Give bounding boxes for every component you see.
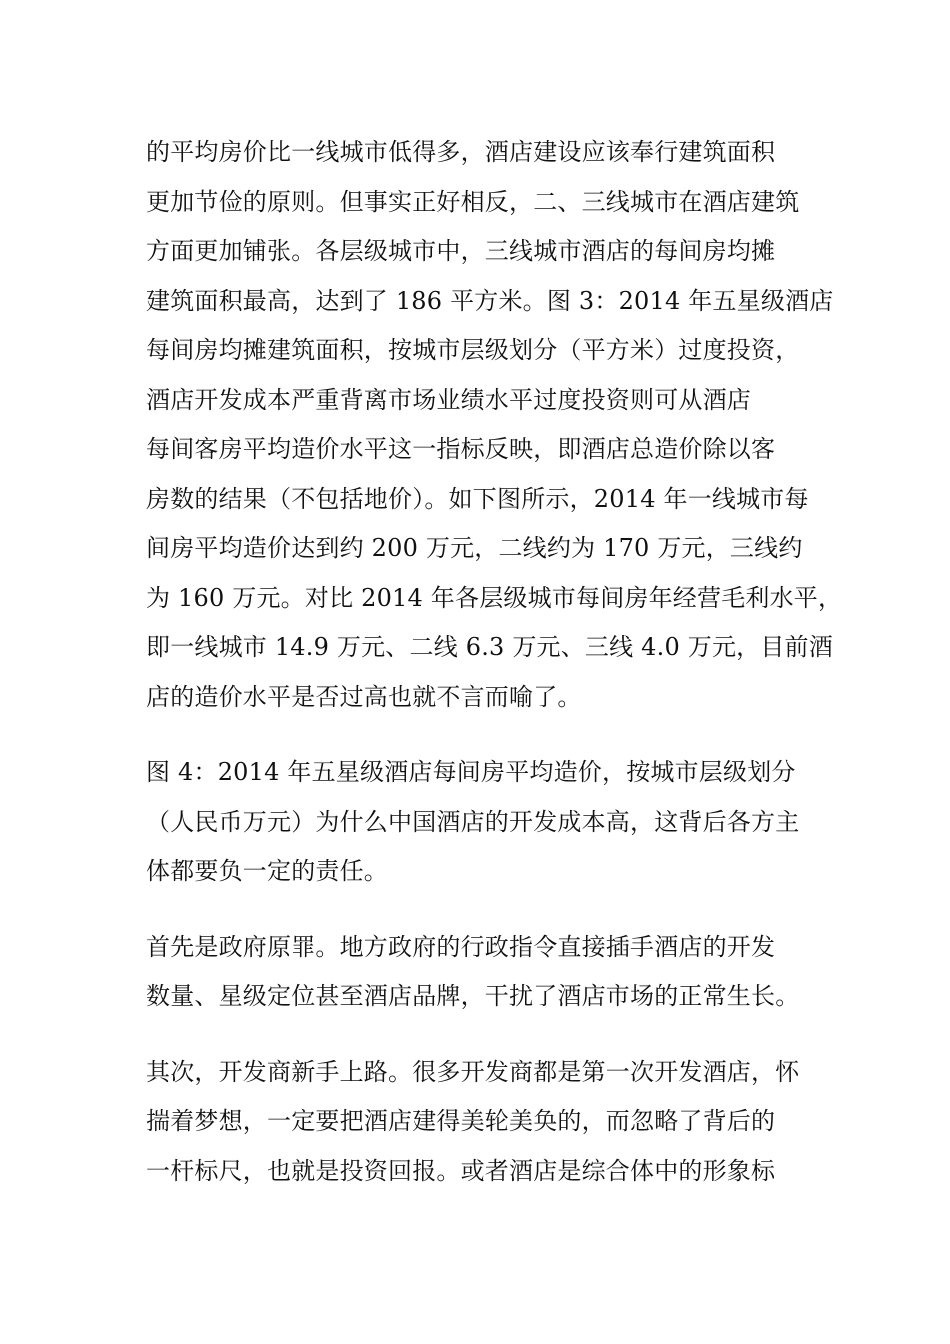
text-line: 每间房均摊建筑面积，按城市层级划分（平方米）过度投资， [146, 336, 800, 364]
text-line: 即一线城市 14.9 万元、二线 6.3 万元、三线 4.0 万元，目前酒 [146, 633, 833, 661]
paragraph-construction-cost [146, 128, 843, 722]
text-line: 体都要负一定的责任。 [146, 857, 388, 885]
text-line: 一杆标尺，也就是投资回报。或者酒店是综合体中的形象标 [146, 1156, 776, 1185]
paragraph-figure-4 [146, 748, 810, 897]
text-line: 店的造价水平是否过高也就不言而喻了。 [146, 682, 582, 711]
paragraph-government [146, 923, 810, 1022]
text-line: 建筑面积最高，达到了 186 平方米。图 3：2014 年五星级酒店 [146, 286, 834, 315]
text-line: 其次，开发商新手上路。很多开发商都是第一次开发酒店，怀 [146, 1057, 800, 1086]
text-line: 揣着梦想，一定要把酒店建得美轮美奂的，而忽略了背后的 [146, 1107, 776, 1135]
text-line: 数量、星级定位甚至酒店品牌，干扰了酒店市场的正常生长。 [146, 982, 800, 1010]
text-line: 更加节俭的原则。但事实正好相反，二、三线城市在酒店建筑 [146, 187, 800, 216]
text-line: 首先是政府原罪。地方政府的行政指令直接插手酒店的开发 [146, 932, 776, 961]
text-line: （人民币万元）为什么中国酒店的开发成本高，这背后各方主 [146, 807, 800, 836]
text-line: 方面更加铺张。各层级城市中，三线城市酒店的每间房均摊 [146, 237, 776, 265]
text-line: 的平均房价比一线城市低得多，酒店建设应该奉行建筑面积 [146, 138, 776, 166]
text-line: 酒店开发成本严重背离市场业绩水平过度投资则可从酒店 [146, 385, 751, 414]
text-line: 图 4：2014 年五星级酒店每间房平均造价，按城市层级划分 [146, 758, 796, 786]
text-line: 间房平均造价达到约 200 万元，二线约为 170 万元，三线约 [146, 534, 803, 562]
text-line: 为 160 万元。对比 2014 年各层级城市每间房年经营毛利水平， [146, 583, 843, 612]
text-line: 房数的结果（不包括地价）。如下图所示，2014 年一线城市每 [146, 484, 809, 513]
paragraph-developers [146, 1048, 810, 1197]
text-line: 每间客房平均造价水平这一指标反映，即酒店总造价除以客 [146, 435, 776, 463]
document-body [146, 128, 843, 1222]
